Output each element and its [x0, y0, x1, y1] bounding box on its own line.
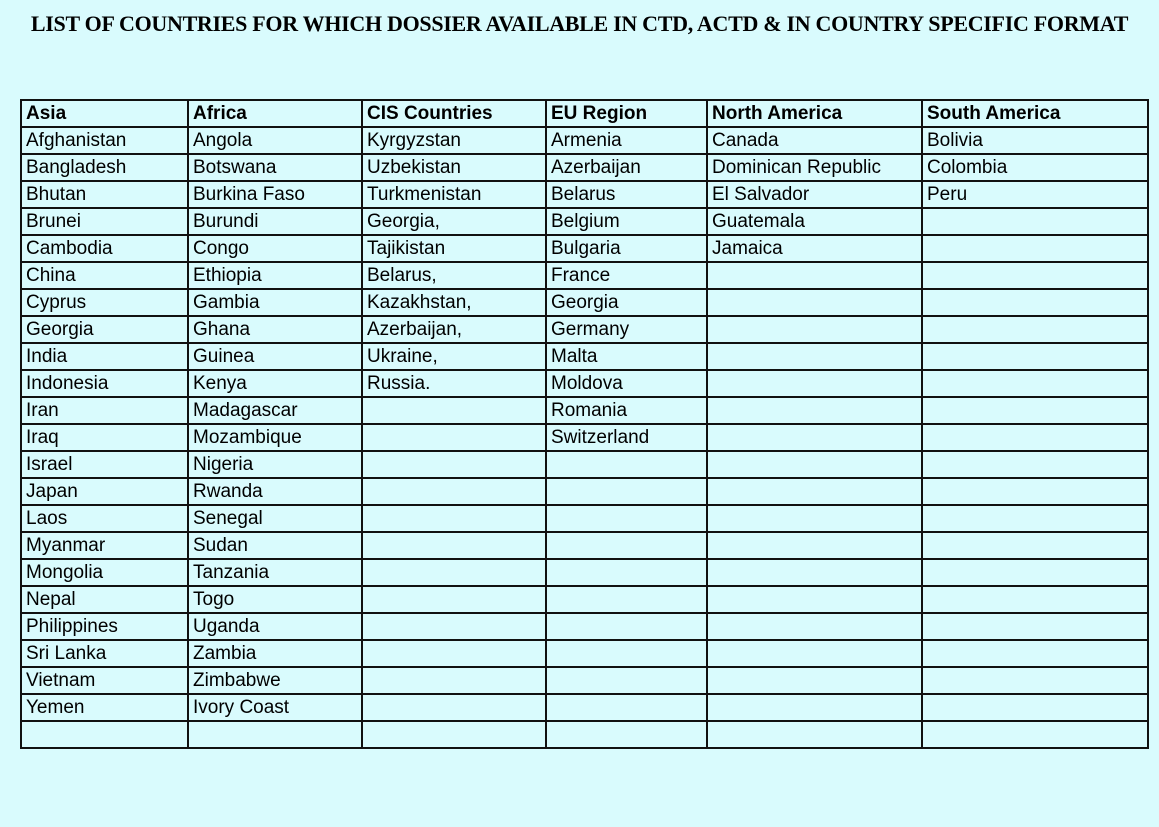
cell-africa: Uganda [188, 613, 362, 640]
cell-north-america [707, 586, 922, 613]
cell-asia: Iraq [21, 424, 188, 451]
cell-cis [362, 451, 546, 478]
cell-north-america: Jamaica [707, 235, 922, 262]
cell-cis [362, 694, 546, 721]
cell-cis: Russia. [362, 370, 546, 397]
cell-north-america [707, 343, 922, 370]
cell-africa: Kenya [188, 370, 362, 397]
cell-cis [362, 721, 546, 748]
table-row [21, 505, 1148, 532]
cell-eu [546, 721, 707, 748]
cell-south-america [922, 640, 1148, 667]
cell-south-america [922, 667, 1148, 694]
cell-asia: Bangladesh [21, 154, 188, 181]
cell-asia: Cambodia [21, 235, 188, 262]
table-row [21, 721, 1148, 748]
cell-africa: Gambia [188, 289, 362, 316]
table-row [21, 559, 1148, 586]
cell-eu: Malta [546, 343, 707, 370]
table-row [21, 316, 1148, 343]
cell-eu: Moldova [546, 370, 707, 397]
cell-cis [362, 532, 546, 559]
table-row [21, 532, 1148, 559]
cell-cis [362, 586, 546, 613]
cell-asia: Sri Lanka [21, 640, 188, 667]
cell-south-america [922, 505, 1148, 532]
cell-north-america [707, 721, 922, 748]
cell-eu: Germany [546, 316, 707, 343]
header-africa: Africa [188, 100, 362, 127]
cell-south-america [922, 316, 1148, 343]
cell-asia: Myanmar [21, 532, 188, 559]
cell-asia: Laos [21, 505, 188, 532]
cell-eu [546, 694, 707, 721]
table-row [21, 613, 1148, 640]
cell-eu: Azerbaijan [546, 154, 707, 181]
cell-africa: Congo [188, 235, 362, 262]
cell-africa: Angola [188, 127, 362, 154]
cell-eu [546, 667, 707, 694]
cell-asia: Iran [21, 397, 188, 424]
cell-eu [546, 532, 707, 559]
cell-asia: Cyprus [21, 289, 188, 316]
table-row [21, 397, 1148, 424]
cell-eu [546, 586, 707, 613]
cell-north-america [707, 559, 922, 586]
cell-north-america [707, 370, 922, 397]
cell-cis [362, 667, 546, 694]
cell-africa: Burundi [188, 208, 362, 235]
table-row [21, 451, 1148, 478]
cell-africa: Sudan [188, 532, 362, 559]
cell-africa: Tanzania [188, 559, 362, 586]
header-north-america: North America [707, 100, 922, 127]
cell-north-america: Guatemala [707, 208, 922, 235]
cell-cis [362, 397, 546, 424]
cell-africa: Burkina Faso [188, 181, 362, 208]
cell-africa: Botswana [188, 154, 362, 181]
cell-cis [362, 424, 546, 451]
cell-africa: Mozambique [188, 424, 362, 451]
cell-north-america [707, 613, 922, 640]
cell-cis: Azerbaijan, [362, 316, 546, 343]
cell-south-america [922, 424, 1148, 451]
table-row [21, 424, 1148, 451]
cell-south-america [922, 559, 1148, 586]
cell-asia: Japan [21, 478, 188, 505]
cell-south-america [922, 262, 1148, 289]
cell-africa: Ivory Coast [188, 694, 362, 721]
table-row [21, 370, 1148, 397]
table-row [21, 343, 1148, 370]
cell-south-america [922, 586, 1148, 613]
cell-eu [546, 559, 707, 586]
cell-asia: Indonesia [21, 370, 188, 397]
cell-africa: Senegal [188, 505, 362, 532]
cell-africa: Zimbabwe [188, 667, 362, 694]
cell-north-america [707, 505, 922, 532]
header-cis-countries: CIS Countries [362, 100, 546, 127]
country-table [20, 99, 1149, 749]
cell-eu: Armenia [546, 127, 707, 154]
cell-cis [362, 505, 546, 532]
table-row [21, 667, 1148, 694]
cell-south-america [922, 694, 1148, 721]
cell-south-america [922, 370, 1148, 397]
cell-africa: Nigeria [188, 451, 362, 478]
cell-africa: Rwanda [188, 478, 362, 505]
cell-south-america: Bolivia [922, 127, 1148, 154]
table-row [21, 694, 1148, 721]
table-row [21, 154, 1148, 181]
cell-north-america [707, 316, 922, 343]
cell-south-america [922, 397, 1148, 424]
cell-asia: India [21, 343, 188, 370]
cell-eu: Georgia [546, 289, 707, 316]
cell-north-america [707, 532, 922, 559]
table-header-row [21, 100, 1148, 127]
cell-eu [546, 613, 707, 640]
cell-north-america: El Salvador [707, 181, 922, 208]
cell-asia: Philippines [21, 613, 188, 640]
cell-south-america [922, 613, 1148, 640]
cell-north-america: Canada [707, 127, 922, 154]
table-row [21, 478, 1148, 505]
cell-north-america [707, 262, 922, 289]
cell-south-america [922, 235, 1148, 262]
cell-cis: Turkmenistan [362, 181, 546, 208]
cell-asia: Vietnam [21, 667, 188, 694]
cell-north-america [707, 667, 922, 694]
table-row [21, 127, 1148, 154]
cell-north-america [707, 397, 922, 424]
cell-asia: Georgia [21, 316, 188, 343]
cell-south-america [922, 478, 1148, 505]
cell-cis: Tajikistan [362, 235, 546, 262]
cell-africa: Zambia [188, 640, 362, 667]
cell-south-america [922, 343, 1148, 370]
cell-cis: Uzbekistan [362, 154, 546, 181]
cell-asia: Bhutan [21, 181, 188, 208]
cell-north-america [707, 424, 922, 451]
cell-africa: Guinea [188, 343, 362, 370]
cell-cis: Kyrgyzstan [362, 127, 546, 154]
cell-north-america [707, 694, 922, 721]
cell-africa: Togo [188, 586, 362, 613]
cell-north-america [707, 640, 922, 667]
cell-south-america: Colombia [922, 154, 1148, 181]
cell-asia [21, 721, 188, 748]
cell-cis: Georgia, [362, 208, 546, 235]
cell-africa [188, 721, 362, 748]
cell-north-america [707, 289, 922, 316]
cell-asia: Yemen [21, 694, 188, 721]
cell-south-america: Peru [922, 181, 1148, 208]
cell-south-america [922, 532, 1148, 559]
table-row [21, 586, 1148, 613]
cell-north-america: Dominican Republic [707, 154, 922, 181]
table-row [21, 181, 1148, 208]
cell-eu [546, 505, 707, 532]
cell-africa: Ghana [188, 316, 362, 343]
table-row [21, 289, 1148, 316]
cell-asia: Nepal [21, 586, 188, 613]
cell-south-america [922, 451, 1148, 478]
table-row [21, 208, 1148, 235]
cell-cis [362, 559, 546, 586]
cell-cis: Ukraine, [362, 343, 546, 370]
cell-south-america [922, 721, 1148, 748]
cell-asia: Israel [21, 451, 188, 478]
cell-cis: Kazakhstan, [362, 289, 546, 316]
cell-south-america [922, 208, 1148, 235]
cell-eu: France [546, 262, 707, 289]
cell-eu [546, 451, 707, 478]
cell-north-america [707, 478, 922, 505]
cell-africa: Ethiopia [188, 262, 362, 289]
header-eu-region: EU Region [546, 100, 707, 127]
cell-asia: Afghanistan [21, 127, 188, 154]
cell-south-america [922, 289, 1148, 316]
cell-cis [362, 640, 546, 667]
cell-asia: Brunei [21, 208, 188, 235]
header-south-america: South America [922, 100, 1148, 127]
cell-eu: Switzerland [546, 424, 707, 451]
table-row [21, 235, 1148, 262]
cell-asia: China [21, 262, 188, 289]
cell-cis: Belarus, [362, 262, 546, 289]
cell-eu [546, 478, 707, 505]
cell-north-america [707, 451, 922, 478]
cell-asia: Mongolia [21, 559, 188, 586]
cell-eu: Bulgaria [546, 235, 707, 262]
table-body [21, 127, 1148, 748]
cell-eu: Belarus [546, 181, 707, 208]
table-row [21, 640, 1148, 667]
cell-cis [362, 613, 546, 640]
document-title: LIST OF COUNTRIES FOR WHICH DOSSIER AVAILABLE IN CTD, ACTD & IN COUNTRY SPECIFIC FORMAT [30, 11, 1129, 36]
country-table-container [20, 99, 1147, 749]
header-asia: Asia [21, 100, 188, 127]
table-row [21, 262, 1148, 289]
cell-eu: Romania [546, 397, 707, 424]
cell-eu: Belgium [546, 208, 707, 235]
cell-eu [546, 640, 707, 667]
cell-africa: Madagascar [188, 397, 362, 424]
cell-cis [362, 478, 546, 505]
